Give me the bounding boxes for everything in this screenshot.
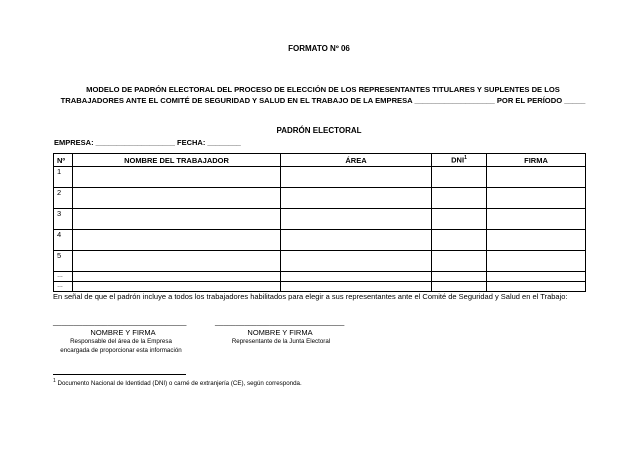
dni-cell [432, 282, 487, 292]
table-row [54, 251, 586, 272]
signature-label-company: NOMBRE Y FIRMA [90, 328, 156, 337]
footnote-text: Documento Nacional de Identidad (DNI) o carné de extranjería (CE), según corresponda. [55, 380, 302, 388]
electoral-roll-table [53, 153, 586, 292]
row-number: … [54, 282, 73, 292]
dni-label: DNI [451, 155, 465, 165]
footnote [53, 378, 302, 387]
worker-name-cell [73, 251, 281, 272]
dni-cell [432, 188, 487, 209]
area-cell [281, 230, 432, 251]
footnote-mark: 1 [53, 378, 56, 384]
table-row [54, 282, 586, 292]
row-number: 3 [54, 209, 73, 230]
dni-cell [432, 272, 487, 282]
signature-cell [487, 209, 586, 230]
worker-name-cell [73, 188, 281, 209]
worker-name-cell [73, 209, 281, 230]
area-cell [281, 209, 432, 230]
company-date-line: EMPRESA: ___________________ FECHA: ________ [54, 138, 241, 147]
row-number: 4 [54, 230, 73, 251]
area-cell [281, 272, 432, 282]
dni-cell [432, 167, 487, 188]
table-row [54, 167, 586, 188]
column-header-dni [432, 154, 487, 167]
column-header-worker-name: NOMBRE DEL TRABAJADOR [73, 154, 281, 167]
row-number: 2 [54, 188, 73, 209]
column-header-area: ÁREA [281, 154, 432, 167]
signature-line-electoral-board: _______________________________ [215, 317, 345, 326]
signature-cell [487, 230, 586, 251]
signature-cell [487, 167, 586, 188]
signature-description-company: Responsable del área de la Empresa encargada de proporcionar esta información [60, 338, 182, 354]
roll-title: PADRÓN ELECTORAL [276, 126, 362, 135]
footnote-divider [53, 374, 186, 375]
table-row [54, 272, 586, 282]
signature-cell [487, 282, 586, 292]
footnote-reference: 1 [464, 155, 467, 162]
column-header-signature: FIRMA [487, 154, 586, 167]
worker-name-cell [73, 272, 281, 282]
table-row [54, 230, 586, 251]
signature-line-company: ________________________________ [53, 317, 187, 326]
signature-label-electoral-board: NOMBRE Y FIRMA [247, 328, 313, 337]
signature-description-electoral-board: Representante de la Junta Electoral [231, 338, 331, 345]
area-cell [281, 282, 432, 292]
area-cell [281, 251, 432, 272]
row-number: 5 [54, 251, 73, 272]
dni-cell [432, 230, 487, 251]
table-row [54, 188, 586, 209]
area-cell [281, 188, 432, 209]
row-number: 1 [54, 167, 73, 188]
inclusion-statement: En señal de que el padrón incluye a todos los trabajadores habilitados para elegir a sus representantes ante el Comité de Seguridad y Salud en el Trabajo: [53, 292, 568, 301]
table-row [54, 209, 586, 230]
worker-name-cell [73, 230, 281, 251]
area-cell [281, 167, 432, 188]
signature-cell [487, 188, 586, 209]
document-title: MODELO DE PADRÓN ELECTORAL DEL PROCESO DE ELECCIÓN DE LOS REPRESENTANTES TITULARES Y SUPLENTES DE LOS TRABAJADORES ANTE EL COMITÉ DE SEGURIDAD Y SALUD EN EL TRABAJO DE LA EMPRESA ___________________ POR EL PERÍODO _____ [60, 85, 586, 105]
signature-cell [487, 272, 586, 282]
worker-name-cell [73, 167, 281, 188]
dni-cell [432, 209, 487, 230]
row-number: … [54, 272, 73, 282]
format-number: FORMATO Nº 06 [288, 44, 350, 53]
dni-cell [432, 251, 487, 272]
table-header-row [54, 154, 586, 167]
worker-name-cell [73, 282, 281, 292]
column-header-number: Nº [54, 154, 73, 167]
signature-cell [487, 251, 586, 272]
